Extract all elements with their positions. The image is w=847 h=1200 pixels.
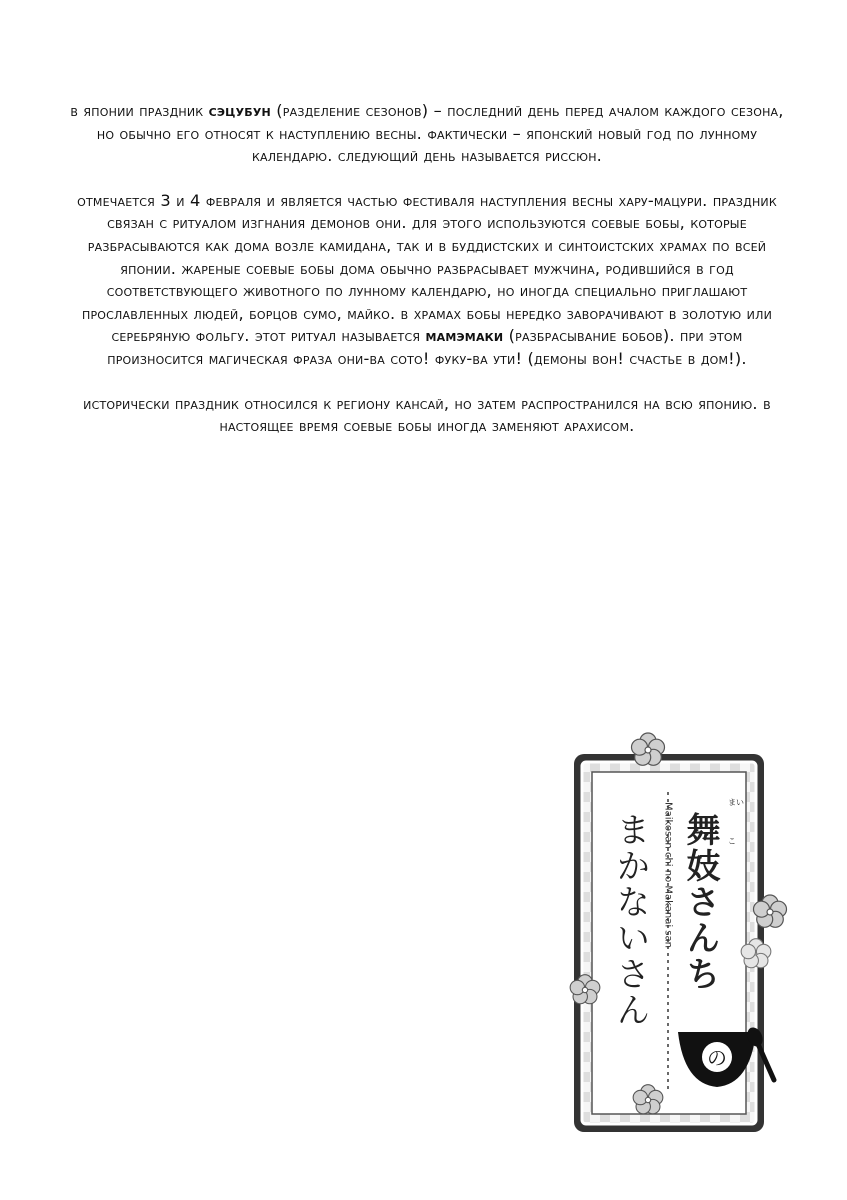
plum-flower-icon [632, 733, 665, 765]
text-segment: исторически праздник относился к региону кансай, но затем распространился на всю японию. в настоящее время соевые бобы иногда заменяют арахисом. [83, 393, 771, 436]
text-segment: (разбрасывание бобов). при этом произносится магическая фраза они-ва сото! фуку-ва ути! (демоны вон! счастье в дом!). [107, 326, 747, 368]
bold-term: сэцубун [208, 101, 271, 120]
text-segment: (разделение сезонов) – последний день перед ачалом каждого сезона, но обычно его относят к наступлению весны. фактически – японский новый год по лунному календарю. следующий день называется риссюн. [96, 101, 784, 166]
logo-title-line2: の [707, 1046, 727, 1070]
logo-romaji: Maikosan chi no Makanai san [662, 802, 674, 948]
logo-ruby-2: こ [728, 837, 736, 846]
logo-title-line1: 舞妓さんち [680, 812, 720, 992]
logo-ruby: まい [728, 798, 744, 807]
text-segment: отмечается 3 и 4 февраля и является частью фестиваля наступления весны хару-мацури. праздник связан с ритуалом изгнания демонов они. для этого используются соевые бобы, которые разбрасываются как дома возле камидана, так и в буддистских и синтоистских храмах по всей японии. жареные соевые бобы дома обычно разбрасывает мужчина, родившийся в год соответствующего животного по лунному календарю, но иногда специально приглашают прославленных людей, борцов сумо, майко. в храмах бобы нередко заворачивают в золотую или серебряную фольгу. этот ритуал называется [77, 190, 777, 346]
bold-term: мамэмаки [425, 326, 504, 346]
paragraph-history [62, 393, 792, 438]
article-text [62, 100, 792, 460]
paragraph-setsubun [62, 100, 792, 168]
text-segment: в японии праздник [70, 101, 209, 120]
paragraph-mamemaki [62, 190, 792, 371]
logo-title-line3: まかないさん [610, 812, 650, 1028]
series-logo [560, 732, 800, 1142]
